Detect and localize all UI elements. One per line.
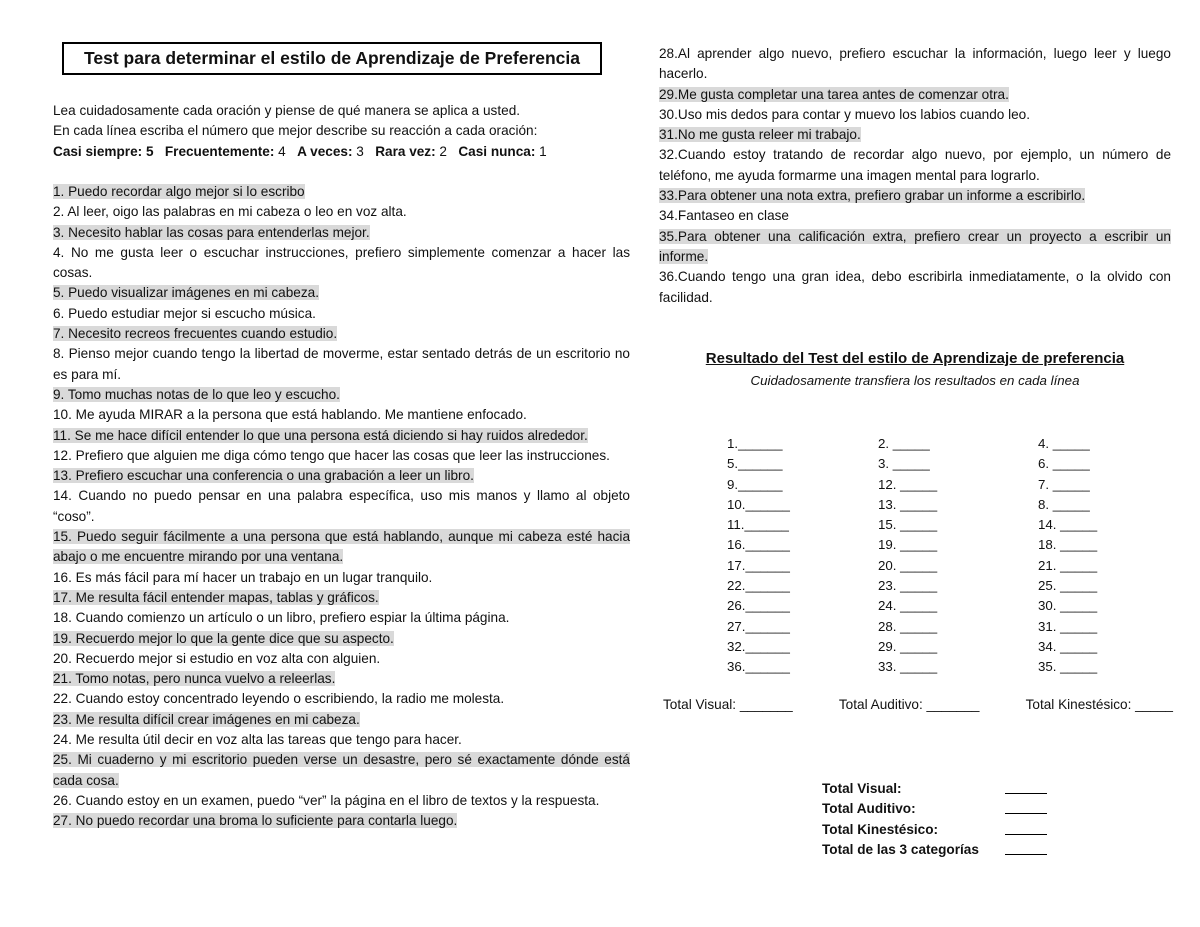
results-column-auditivo (878, 434, 937, 678)
question-text: 25. Mi cuaderno y mi escritorio pueden verse un desastre, pero sé exactamente dónde está cada cosa. (53, 752, 630, 788)
result-blank[interactable]: 8. _____ (1038, 496, 1090, 512)
scale-label-2: Rara vez: (375, 143, 436, 159)
question-text: 12. Prefiero que alguien me diga cómo tengo que hacer las cosas que leer las instrucciones. (53, 447, 610, 463)
question-text: 20. Recuerdo mejor si estudio en voz alta con alguien. (53, 650, 381, 666)
total-kinestesico-field[interactable]: Total Kinestésico: _____ (1025, 697, 1173, 712)
question-item (659, 227, 1171, 268)
result-blank[interactable]: 21. _____ (1038, 557, 1098, 573)
question-text: 24. Me resulta útil decir en voz alta las tareas que tengo para hacer. (53, 732, 462, 748)
question-text: 35.Para obtener una calificación extra, prefiero crear un proyecto a escribir un informe. (659, 228, 1171, 264)
result-blank[interactable]: 14. _____ (1038, 517, 1098, 533)
question-item (53, 811, 630, 831)
question-item (659, 44, 1171, 85)
question-item (53, 446, 630, 466)
summary-auditivo-blank[interactable] (1005, 799, 1047, 814)
result-blank[interactable]: 11.______ (727, 517, 789, 533)
question-item (53, 466, 630, 486)
question-text: 14. Cuando no puedo pensar en una palabra específica, uso mis manos y llamo al objeto “coso”. (53, 488, 630, 524)
totals-row (663, 697, 1173, 712)
question-text: 11. Se me hace difícil entender lo que una persona está diciendo si hay ruidos alrededor. (53, 427, 588, 443)
question-item (659, 125, 1171, 145)
result-blank[interactable]: 23. _____ (878, 578, 938, 594)
instruction-line-2: En cada línea escriba el número que mejor describe su reacción a cada oración: (53, 123, 538, 139)
result-blank[interactable]: 5.______ (727, 456, 783, 472)
page-title: Test para determinar el estilo de Aprendizaje de Preferencia (62, 42, 602, 75)
question-item (53, 689, 630, 709)
question-item (53, 304, 630, 324)
question-text: 26. Cuando estoy en un examen, puedo “ver” la página en el libro de textos y la respuesta. (53, 792, 600, 808)
result-blank[interactable]: 30. _____ (1038, 598, 1098, 614)
question-item (53, 629, 630, 649)
question-item (53, 588, 630, 608)
question-text: 10. Me ayuda MIRAR a la persona que está hablando. Me mantiene enfocado. (53, 407, 527, 423)
result-blank[interactable]: 3. _____ (878, 456, 930, 472)
question-text: 18. Cuando comienzo un artículo o un libro, prefiero espiar la última página. (53, 610, 510, 626)
result-blank[interactable]: 31. _____ (1038, 618, 1098, 634)
question-item (53, 710, 630, 730)
instructions (53, 101, 630, 162)
result-blank[interactable]: 1.______ (727, 436, 783, 451)
question-item (53, 243, 630, 284)
question-item (53, 223, 630, 243)
result-blank[interactable]: 29. _____ (878, 638, 938, 654)
scale-legend (53, 142, 630, 162)
question-item (659, 85, 1171, 105)
result-blank[interactable]: 10.______ (727, 496, 790, 512)
instruction-line-1: Lea cuidadosamente cada oración y piense de qué manera se aplica a usted. (53, 103, 521, 118)
question-text: 21. Tomo notas, pero nunca vuelvo a releerlas. (53, 671, 336, 687)
summary-kinestesico-label: Total Kinestésico: (822, 821, 939, 837)
result-blank[interactable]: 13. _____ (878, 496, 938, 512)
question-text: 32.Cuando estoy tratando de recordar algo nuevo, por ejemplo, un número de teléfono, me ayuda formarme una imagen mental para lograrlo. (659, 147, 1171, 183)
results-column-visual (727, 434, 790, 678)
question-text: 9. Tomo muchas notas de lo que leo y escucho. (53, 386, 340, 402)
question-text: 7. Necesito recreos frecuentes cuando estudio. (53, 326, 338, 342)
question-item (659, 105, 1171, 125)
question-item (53, 182, 630, 202)
question-item (659, 186, 1171, 206)
result-blank[interactable]: 19. _____ (878, 537, 938, 553)
result-blank[interactable]: 33. _____ (878, 659, 938, 675)
results-column-kinestesico (1038, 434, 1097, 678)
question-text: 17. Me resulta fácil entender mapas, tablas y gráficos. (53, 589, 379, 605)
question-item (53, 649, 630, 669)
question-item (53, 426, 630, 446)
result-blank[interactable]: 6. _____ (1038, 456, 1090, 472)
question-text: 22. Cuando estoy concentrado leyendo o escribiendo, la radio me molesta. (53, 691, 505, 707)
result-blank[interactable]: 27.______ (727, 618, 790, 634)
question-text: 8. Pienso mejor cuando tengo la libertad de moverme, estar sentado detrás de un escritorio no es para mí. (53, 346, 630, 382)
question-item (659, 206, 1171, 226)
scale-label-1: Casi nunca: (458, 143, 536, 159)
question-text: 31.No me gusta releer mi trabajo. (659, 127, 861, 143)
result-blank[interactable]: 32.______ (727, 638, 790, 654)
question-text: 34.Fantaseo en clase (659, 208, 789, 224)
scale-value-5: 5 (145, 143, 154, 159)
question-list-right (659, 44, 1171, 308)
question-text: 36.Cuando tengo una gran idea, debo escribirla inmediatamente, o la olvido con facilidad. (659, 269, 1171, 305)
question-text: 15. Puedo seguir fácilmente a una persona que está hablando, aunque mi cabeza esté hacia abajo o me encuentre mirando por una ventana. (53, 529, 630, 565)
result-blank[interactable]: 20. _____ (878, 557, 938, 573)
result-blank[interactable]: 35. _____ (1038, 659, 1098, 675)
summary-total-blank[interactable] (1005, 840, 1047, 855)
question-text: 13. Prefiero escuchar una conferencia o una grabación a leer un libro. (53, 468, 474, 484)
question-text: 28.Al aprender algo nuevo, prefiero escuchar la información, luego leer y luego hacerlo. (659, 46, 1171, 82)
question-text: 2. Al leer, oigo las palabras en mi cabeza o leo en voz alta. (53, 204, 407, 220)
results-title: Resultado del Test del estilo de Aprendizaje de preferencia (705, 350, 1125, 367)
total-visual-field[interactable]: Total Visual: _______ (663, 697, 793, 712)
question-text: 5. Puedo visualizar imágenes en mi cabeza. (53, 285, 319, 301)
summary-auditivo-label: Total Auditivo: (822, 801, 916, 817)
summary-kinestesico-blank[interactable] (1005, 820, 1047, 835)
summary-total-label: Total de las 3 categorías (822, 841, 979, 857)
question-text: 1. Puedo recordar algo mejor si lo escribo (53, 184, 305, 199)
question-text: 30.Uso mis dedos para contar y muevo los labios cuando leo. (659, 106, 1031, 122)
result-blank[interactable]: 26.______ (727, 598, 790, 614)
scale-value-1: 1 (539, 143, 547, 159)
result-blank[interactable]: 22.______ (727, 578, 790, 594)
question-item (53, 202, 630, 222)
question-item (53, 344, 630, 385)
question-item (53, 385, 630, 405)
question-item (53, 527, 630, 568)
question-text: 16. Es más fácil para mí hacer un trabajo en un lugar tranquilo. (53, 569, 433, 585)
summary-visual-label: Total Visual: (822, 781, 902, 796)
question-text: 33.Para obtener una nota extra, prefiero grabar un informe a escribirlo. (659, 188, 1086, 204)
question-item (53, 405, 630, 425)
result-blank[interactable]: 24. _____ (878, 598, 938, 614)
summary-table (822, 779, 1047, 860)
question-item (53, 669, 630, 689)
question-item (53, 791, 630, 811)
scale-label-5: Casi siempre: (53, 143, 143, 159)
result-blank[interactable]: 4. _____ (1038, 436, 1090, 451)
question-list-left (53, 182, 630, 832)
question-text: 27. No puedo recordar una broma lo suficiente para contarla luego. (53, 813, 458, 829)
scale-value-3: 3 (356, 143, 364, 159)
summary-visual-blank[interactable] (1005, 779, 1047, 794)
question-text: 4. No me gusta leer o escuchar instrucciones, prefiero simplemente comenzar a hacer las cosas. (53, 244, 630, 281)
question-text: 6. Puedo estudiar mejor si escucho música. (53, 305, 316, 321)
result-blank[interactable]: 28. _____ (878, 618, 938, 634)
question-text: 19. Recuerdo mejor lo que la gente dice que su aspecto. (53, 630, 394, 646)
question-item (53, 568, 630, 588)
question-item (659, 267, 1171, 308)
question-item (53, 486, 630, 527)
question-item (53, 283, 630, 303)
result-blank[interactable]: 15. _____ (878, 517, 938, 533)
result-blank[interactable]: 34. _____ (1038, 638, 1098, 654)
result-blank[interactable]: 9.______ (727, 476, 783, 492)
result-blank[interactable]: 17.______ (727, 557, 790, 573)
result-blank[interactable]: 16.______ (727, 537, 790, 553)
question-item (53, 730, 630, 750)
question-item (53, 324, 630, 344)
scale-value-4: 4 (278, 143, 286, 159)
total-auditivo-field[interactable]: Total Auditivo: _______ (838, 697, 980, 712)
result-blank[interactable]: 25. _____ (1038, 578, 1098, 594)
result-blank[interactable]: 2. _____ (878, 436, 930, 451)
result-blank[interactable]: 18. _____ (1038, 537, 1098, 553)
result-blank[interactable]: 7. _____ (1038, 476, 1090, 492)
scale-value-2: 2 (439, 143, 447, 159)
question-item (53, 608, 630, 628)
scale-label-3: A veces: (297, 143, 353, 159)
question-item (659, 145, 1171, 186)
scale-label-4: Frecuentemente: (164, 143, 275, 159)
question-item (53, 750, 630, 791)
results-subtitle: Cuidadosamente transfiera los resultados en cada línea (750, 373, 1080, 388)
result-blank[interactable]: 12. _____ (878, 476, 938, 492)
question-text: 3. Necesito hablar las cosas para entenderlas mejor. (53, 224, 370, 240)
result-blank[interactable]: 36.______ (727, 659, 790, 675)
question-text: 23. Me resulta difícil crear imágenes en mi cabeza. (53, 711, 360, 727)
question-text: 29.Me gusta completar una tarea antes de comenzar otra. (659, 86, 1009, 102)
